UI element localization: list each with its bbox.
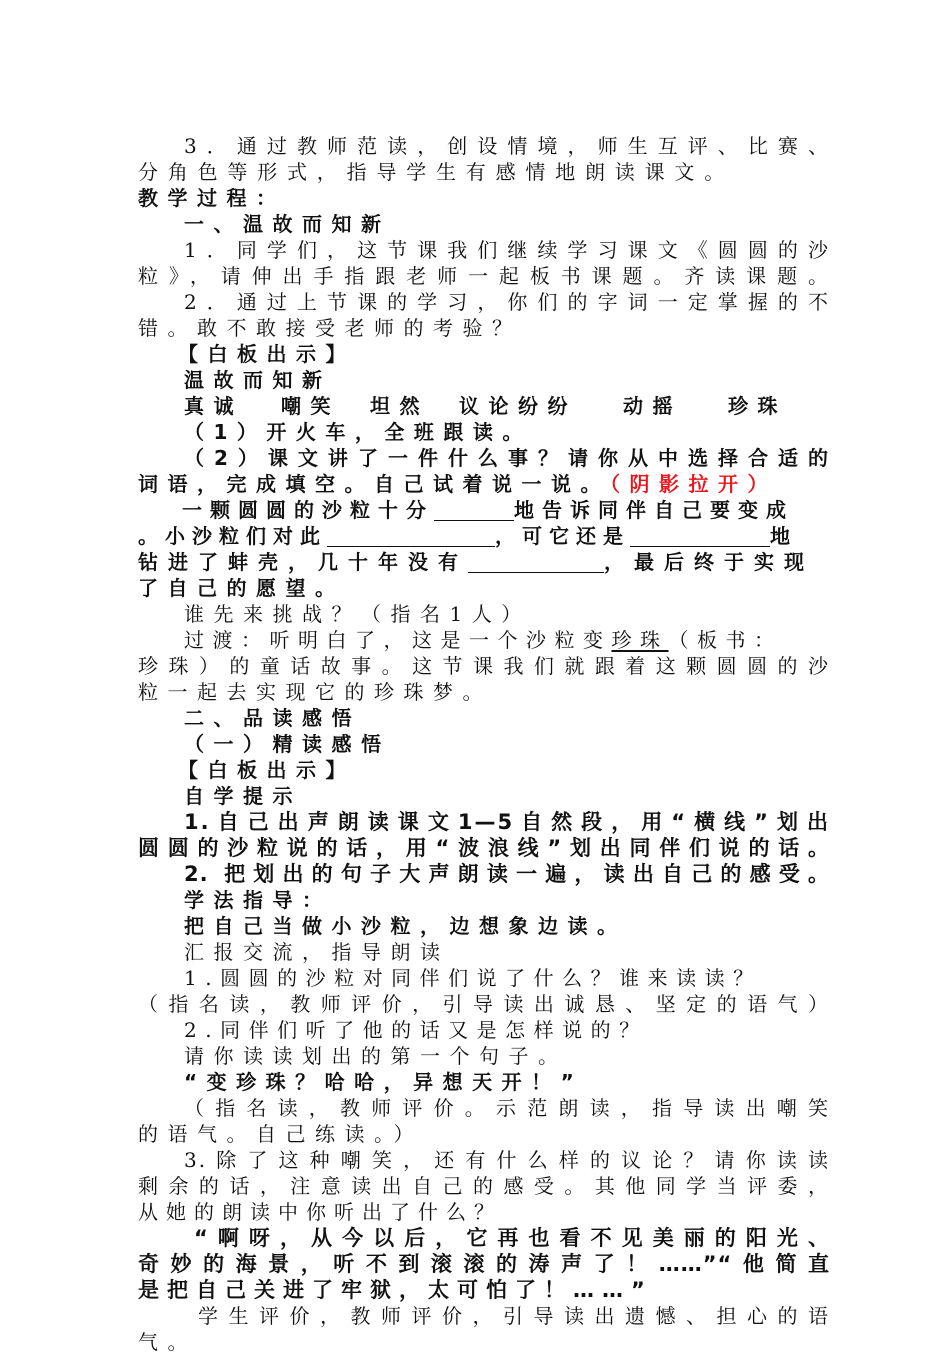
transition-line-3: 粒一起去实现它的珍珠梦。 (138, 680, 492, 704)
fill-line-4: 了自己的愿望。 (138, 576, 345, 600)
task-2-line-2 (138, 471, 830, 497)
task-1: （1）开火车，全班跟读。 (184, 420, 532, 444)
section-1-heading: 一、温故而知新 (184, 212, 391, 236)
fill-text-1b: 地告诉同伴自己要变成 (514, 498, 794, 522)
word-5: 动摇 (623, 394, 682, 418)
question-3-line-1: 3.除了这种嘲笑，还有什么样的议论？请你读读 (184, 1148, 830, 1172)
method-heading: 学法指导： (184, 888, 332, 912)
note-1-line-1: （指名读，教师评价。示范朗读，指导读出嘲笑 (184, 1096, 830, 1120)
document-page (138, 133, 830, 1355)
word-6: 珍珠 (728, 394, 787, 418)
quote-2-line-1: “啊呀，从今以后，它再也看不见美丽的阳光、 (194, 1226, 830, 1250)
transition-underlined: 珍珠 (611, 628, 669, 652)
intro-line-2: 分角色等形式，指导学生有感情地朗读课文。 (138, 160, 734, 184)
para-2-line-2: 错。敢不敢接受老师的考验？ (138, 316, 522, 340)
transition-line-1 (138, 627, 830, 653)
tip-2: 2. 把划出的句子大声朗读一遍，读出自己的感受。 (184, 862, 830, 886)
question-3-line-2: 剩余的话，注意读出自己的感受。其他同学当评委， (138, 1174, 830, 1198)
intro-line-1: 3．通过教师范读，创设情境，师生互评、比赛、 (184, 134, 830, 158)
process-heading: 教学过程： (138, 186, 286, 210)
tip-1-line-1: 1.自己出声朗读课文1—5自然段，用“横线”划出 (184, 810, 830, 834)
shadow-note: （阴影拉开） (610, 472, 777, 496)
transition-text-1a: 过渡：听明白了，这是一个沙粒变 (184, 628, 612, 652)
fill-text-2c: 地 (770, 524, 797, 548)
word-4: 议论纷纷 (459, 394, 577, 418)
fill-blank-2[interactable] (327, 524, 495, 547)
evaluation-line-1: 学生评价，教师评价，引导读出遗憾、担心的语 (198, 1304, 830, 1328)
question-1-line-1: 1.圆圆的沙粒对同伴们说了什么？谁来读读？ (184, 966, 762, 990)
self-study-heading: 自学提示 (184, 784, 302, 808)
board-title-1: 温故而知新 (184, 368, 332, 392)
word-1: 真诚 (184, 394, 243, 418)
question-1-line-2: （指名读，教师评价，引导读出诚恳、坚定的语气） (138, 992, 830, 1016)
question-3-line-3: 从她的朗读中你听出了什么？ (138, 1200, 502, 1224)
evaluation-line-2: 气。 (138, 1330, 197, 1354)
para-1-line-1: 1．同学们，这节课我们继续学习课文《圆圆的沙 (184, 238, 830, 262)
fill-text-3a: 钻进了蚌壳，几十年没有 (138, 550, 468, 574)
transition-text-1b: （板书： (668, 628, 783, 652)
word-3: 坦然 (370, 394, 429, 418)
board-display-2: 【白板出示】 (178, 758, 355, 782)
quote-2-line-2: 奇妙的海景，听不到滚滚的涛声了！……”“他简直 (138, 1252, 830, 1276)
who-first: 谁先来挑战？（指名1人） (184, 602, 531, 626)
quote-1: “变珍珠？哈哈，异想天开！” (184, 1070, 584, 1094)
note-1-line-2: 的语气。自己练读。） (138, 1122, 423, 1146)
word-2: 嘲笑 (281, 394, 340, 418)
fill-text-2b: ，可它还是 (495, 524, 630, 548)
method-text: 把自己当做小沙粒，边想象边读。 (184, 914, 627, 938)
para-1-line-2: 粒》，请伸出手指跟老师一起板书课题。齐读课题。 (138, 264, 830, 288)
quote-2-line-3: 是把自己关进了牢狱，太可怕了！……” (138, 1278, 653, 1302)
task-2-text: 词语，完成填空。自己试着说一说。 (138, 472, 610, 496)
question-2-read: 请你读读划出的第一个句子。 (184, 1044, 568, 1068)
subsection-1-heading: （一）精读感悟 (184, 732, 391, 756)
fill-blank-3[interactable] (630, 524, 770, 547)
fill-text-1a: 一颗圆圆的沙粒十分 (182, 498, 434, 522)
para-2-line-1: 2．通过上节课的学习，你们的字词一定掌握的不 (184, 290, 830, 314)
fill-text-3b: ，最后终于实现 (604, 550, 814, 574)
report-heading: 汇报交流，指导朗读 (184, 940, 450, 964)
fill-line-3 (138, 549, 830, 575)
section-2-heading: 二、品读感悟 (184, 706, 361, 730)
fill-blank-4[interactable] (468, 550, 604, 573)
board-display-1: 【白板出示】 (178, 342, 355, 366)
fill-blank-1[interactable] (434, 498, 514, 521)
fill-line-1 (138, 497, 830, 523)
task-2-line-1: （2）课文讲了一件什么事？请你从中选择合适的 (184, 446, 830, 470)
question-2: 2.同伴们听了他的话又是怎样说的？ (184, 1018, 648, 1042)
transition-line-2: 珍珠）的童话故事。这节课我们就跟着这颗圆圆的沙 (138, 654, 830, 678)
fill-line-2 (138, 523, 830, 549)
tip-1-line-2: 圆圆的沙粒说的话，用“波浪线”划出同伴们说的话。 (138, 836, 830, 860)
vocabulary-words (138, 393, 830, 419)
fill-text-2a: 。小沙粒们对此 (138, 524, 327, 548)
